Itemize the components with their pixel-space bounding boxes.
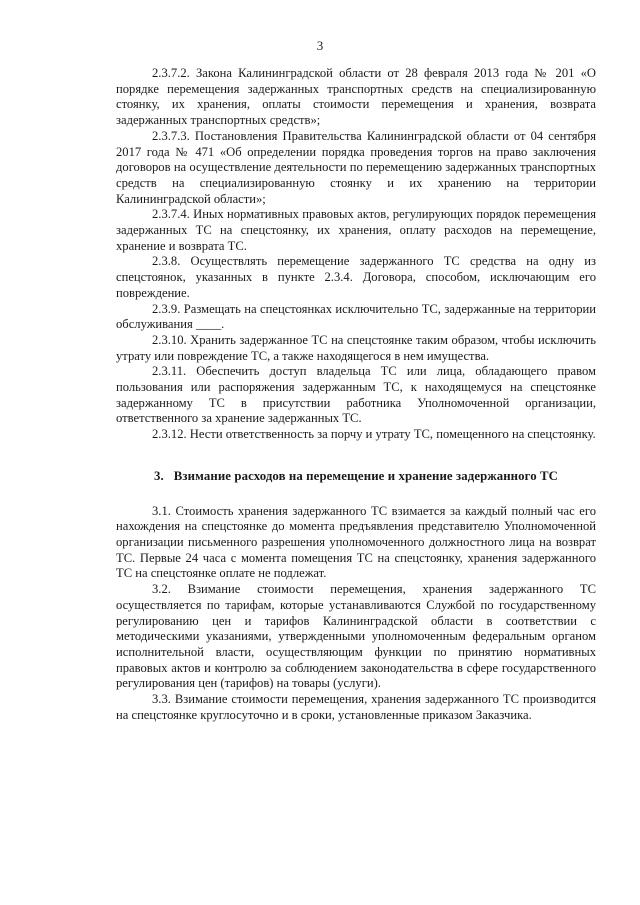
paragraph-2-3-7-4: 2.3.7.4. Иных нормативных правовых актов, регулирующих порядок перемещения задержанных ТС на спецстоянку, их хранения, оплату расходов на перемещение, хранение и возврата ТС. bbox=[116, 207, 596, 253]
paragraph-3-1: 3.1. Стоимость хранения задержанного ТС взимается за каждый полный час его нахождения на спецстоянке до момента предъявления представителю Уполномоченной организации письменного разрешения уполномоченного должностного лица на возврат ТС. Первые 24 часа с момента помещения ТС на спецстоянку, хранения задержанного ТС на спецстоянке оплате не подлежат. bbox=[116, 503, 596, 581]
paragraph-2-3-7-2: 2.3.7.2. Закона Калининградской области от 28 февраля 2013 года № 201 «О порядке перемещения задержанных транспортных средств на специализированную стоянку, их хранения, оплаты стоимости перемещения и хранения, возврата задержанных транспортных средств»; bbox=[116, 66, 596, 128]
section-title: Взимание расходов на перемещение и хранение задержанного ТС bbox=[173, 468, 559, 483]
paragraph-2-3-11: 2.3.11. Обеспечить доступ владельца ТС или лица, обладающего правом пользования или распоряжения задержанным ТС, к находящемуся на спецстоянке задержанному ТС в присутствии работника Уполномоченной организации, ответственного за хранение задержанных ТС. bbox=[116, 364, 596, 426]
paragraph-2-3-7-3: 2.3.7.3. Постановления Правительства Калининградской области от 04 сентября 2017 года № 471 «Об определении порядка проведения торгов на право заключения договоров на осуществление деятельности по перемещению задержанных транспортных средств на специализированную стоянку и их хранению на территории Калининградской области»; bbox=[116, 128, 596, 206]
paragraph-2-3-8: 2.3.8. Осуществлять перемещение задержанного ТС средства на одну из спецстоянок, указанных в пункте 2.3.4. Договора, способом, исключающим его повреждение. bbox=[116, 254, 596, 300]
page-number: 3 bbox=[316, 38, 324, 53]
section-number: 3. bbox=[153, 468, 164, 483]
document-body bbox=[116, 66, 596, 723]
paragraph-2-3-9: 2.3.9. Размещать на спецстоянках исключительно ТС, задержанные на территории обслуживания ____. bbox=[116, 301, 596, 332]
paragraph-3-2: 3.2. Взимание стоимости перемещения, хранения задержанного ТС осуществляется по тарифам, которые устанавливаются Службой по государственному регулированию цен и тарифов Калининградской области в соответствии с методическими указаниями, утвержденными уполномоченным федеральным органом исполнительной власти, осуществляющим функции по принятию нормативных правовых актов и контролю за соблюдением законодательства в сфере государственного регулирования цен (тарифов) на товары (услуги). bbox=[116, 582, 596, 691]
paragraph-2-3-10: 2.3.10. Хранить задержанное ТС на спецстоянке таким образом, чтобы исключить утрату или повреждение ТС, а также находящегося в нем имущества. bbox=[116, 332, 596, 363]
section-heading bbox=[116, 469, 596, 485]
paragraph-2-3-12: 2.3.12. Нести ответственность за порчу и утрату ТС, помещенного на спецстоянку. bbox=[152, 427, 596, 442]
paragraph-3-3: 3.3. Взимание стоимости перемещения, хранения задержанного ТС производится на спецстоянке круглосуточно и в сроки, установленные приказом Заказчика. bbox=[116, 692, 596, 722]
